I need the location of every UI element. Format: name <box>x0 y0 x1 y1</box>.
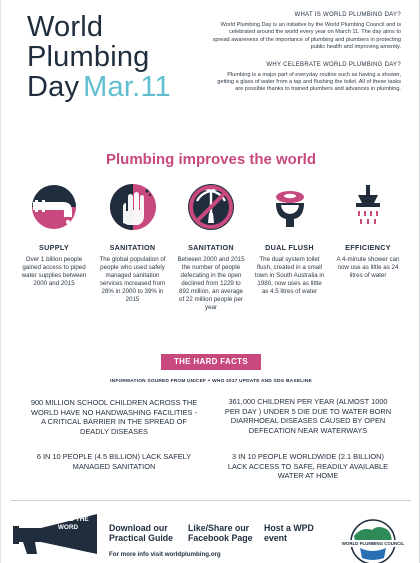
water-pipe-icon <box>30 183 78 231</box>
benefit-desc: The global population of people who used safely managed sanitation services increased from 28% in 2000 to 39% in 2015 <box>99 256 166 303</box>
benefit-sanitation-open <box>176 183 246 312</box>
hard-fact: 3 IN 10 PEOPLE WORLDWIDE (2.1 BILLION) LACK ACCESS TO SAFE, READILY AVAILABLE WATER AT HOME <box>227 452 389 481</box>
benefit-sanitation-handwash <box>98 183 168 312</box>
title-date: Mar.11 <box>83 71 171 103</box>
footer-divider <box>11 500 411 501</box>
benefit-label: SANITATION <box>109 243 156 252</box>
page-title <box>27 12 207 102</box>
intro-text-why: Plumbing is a major part of everyday routine such as having a shower, getting a glass of water from a tap and flushing the toilet. All of these tasks are possible thanks to trained plumbers and advances in plumbing. <box>217 71 401 93</box>
shower-icon <box>344 183 392 231</box>
hard-facts-banner: THE HARD FACTS <box>161 354 261 370</box>
benefit-label: DUAL FLUSH <box>265 243 314 252</box>
host-event-link[interactable]: Host a WPD event <box>264 523 314 544</box>
title-line-3 <box>27 72 207 102</box>
facebook-share-link[interactable]: Like/Share our Facebook Page <box>188 523 253 544</box>
benefit-desc: Between 2000 and 2015 the number of people defecating in the open declined from 1229 to 892 million, an average of 22 million people per year <box>177 256 245 311</box>
intro-text-what: World Plumbing Day is an initiative by the World Plumbing Council and is celebrated around the world every year on March 11. The day aims to spread awareness of the importance of plumbing and plumbers in protecting public health and improving amenity. <box>212 22 401 51</box>
intro-heading-what: WHAT IS WORLD PLUMBING DAY? <box>294 12 401 18</box>
benefit-efficiency <box>333 183 403 312</box>
title-line-1: World <box>27 11 104 43</box>
more-info-text: For more info visit worldplumbing.org <box>109 551 221 558</box>
logo-text: WORLD PLUMBING COUNCIL <box>334 540 412 547</box>
intro-block <box>211 12 401 94</box>
benefit-label: SUPPLY <box>39 243 69 252</box>
benefit-label: SANITATION <box>188 243 234 252</box>
hard-fact: 6 IN 10 PEOPLE (4.5 BILLION) LACK SAFELY MANAGED SANITATION <box>36 452 192 471</box>
title-line-2: Plumbing <box>27 41 150 73</box>
hard-fact: 361,000 CHILDREN PER YEAR (ALMOST 1000 PER DAY ) UNDER 5 DIE DUE TO WATER BORN DIARRHOEAL DISEASES CAUSED BY OPEN DEFECATION NEAR WATERWAYS <box>224 397 392 435</box>
benefit-desc: A 4-minute shower can now use as little as 24 litres of water <box>336 256 400 279</box>
benefit-dual-flush <box>255 183 325 312</box>
download-guide-link[interactable]: Download our Practical Guide <box>109 523 174 544</box>
spread-the-word: SPREAD THE WORD <box>47 516 89 531</box>
toilet-icon <box>266 183 314 231</box>
hard-fact: 900 MILLION SCHOOL CHILDREN ACROSS THE WORLD HAVE NO HANDWASHING FACILITIES - A CRITICAL BARRIER IN THE SPREAD OF DEADLY DISEASES <box>30 398 198 436</box>
benefit-label: EFFICIENCY <box>345 243 391 252</box>
section-title: Plumbing improves the world <box>105 151 317 168</box>
benefit-desc: Over 1 billion people gained access to piped water supplies between 2000 and 2015 <box>21 256 87 287</box>
benefit-supply <box>19 183 89 312</box>
title-day: Day <box>27 71 80 103</box>
source-note: INFORMATION SOURED FROM UNICEF + WHO 2017 UPDATE AND SDG BASELINE <box>110 379 312 384</box>
benefit-desc: The dual system toilet flush, created in a small town in South Australia in 1980, now uses as little as 4.5 litres of water <box>254 256 325 295</box>
intro-heading-why: WHY CELEBRATE WORLD PLUMBING DAY? <box>266 61 401 68</box>
benefits-row <box>19 183 403 312</box>
no-open-defecation-icon <box>187 183 235 231</box>
hand-wash-icon <box>109 183 157 231</box>
